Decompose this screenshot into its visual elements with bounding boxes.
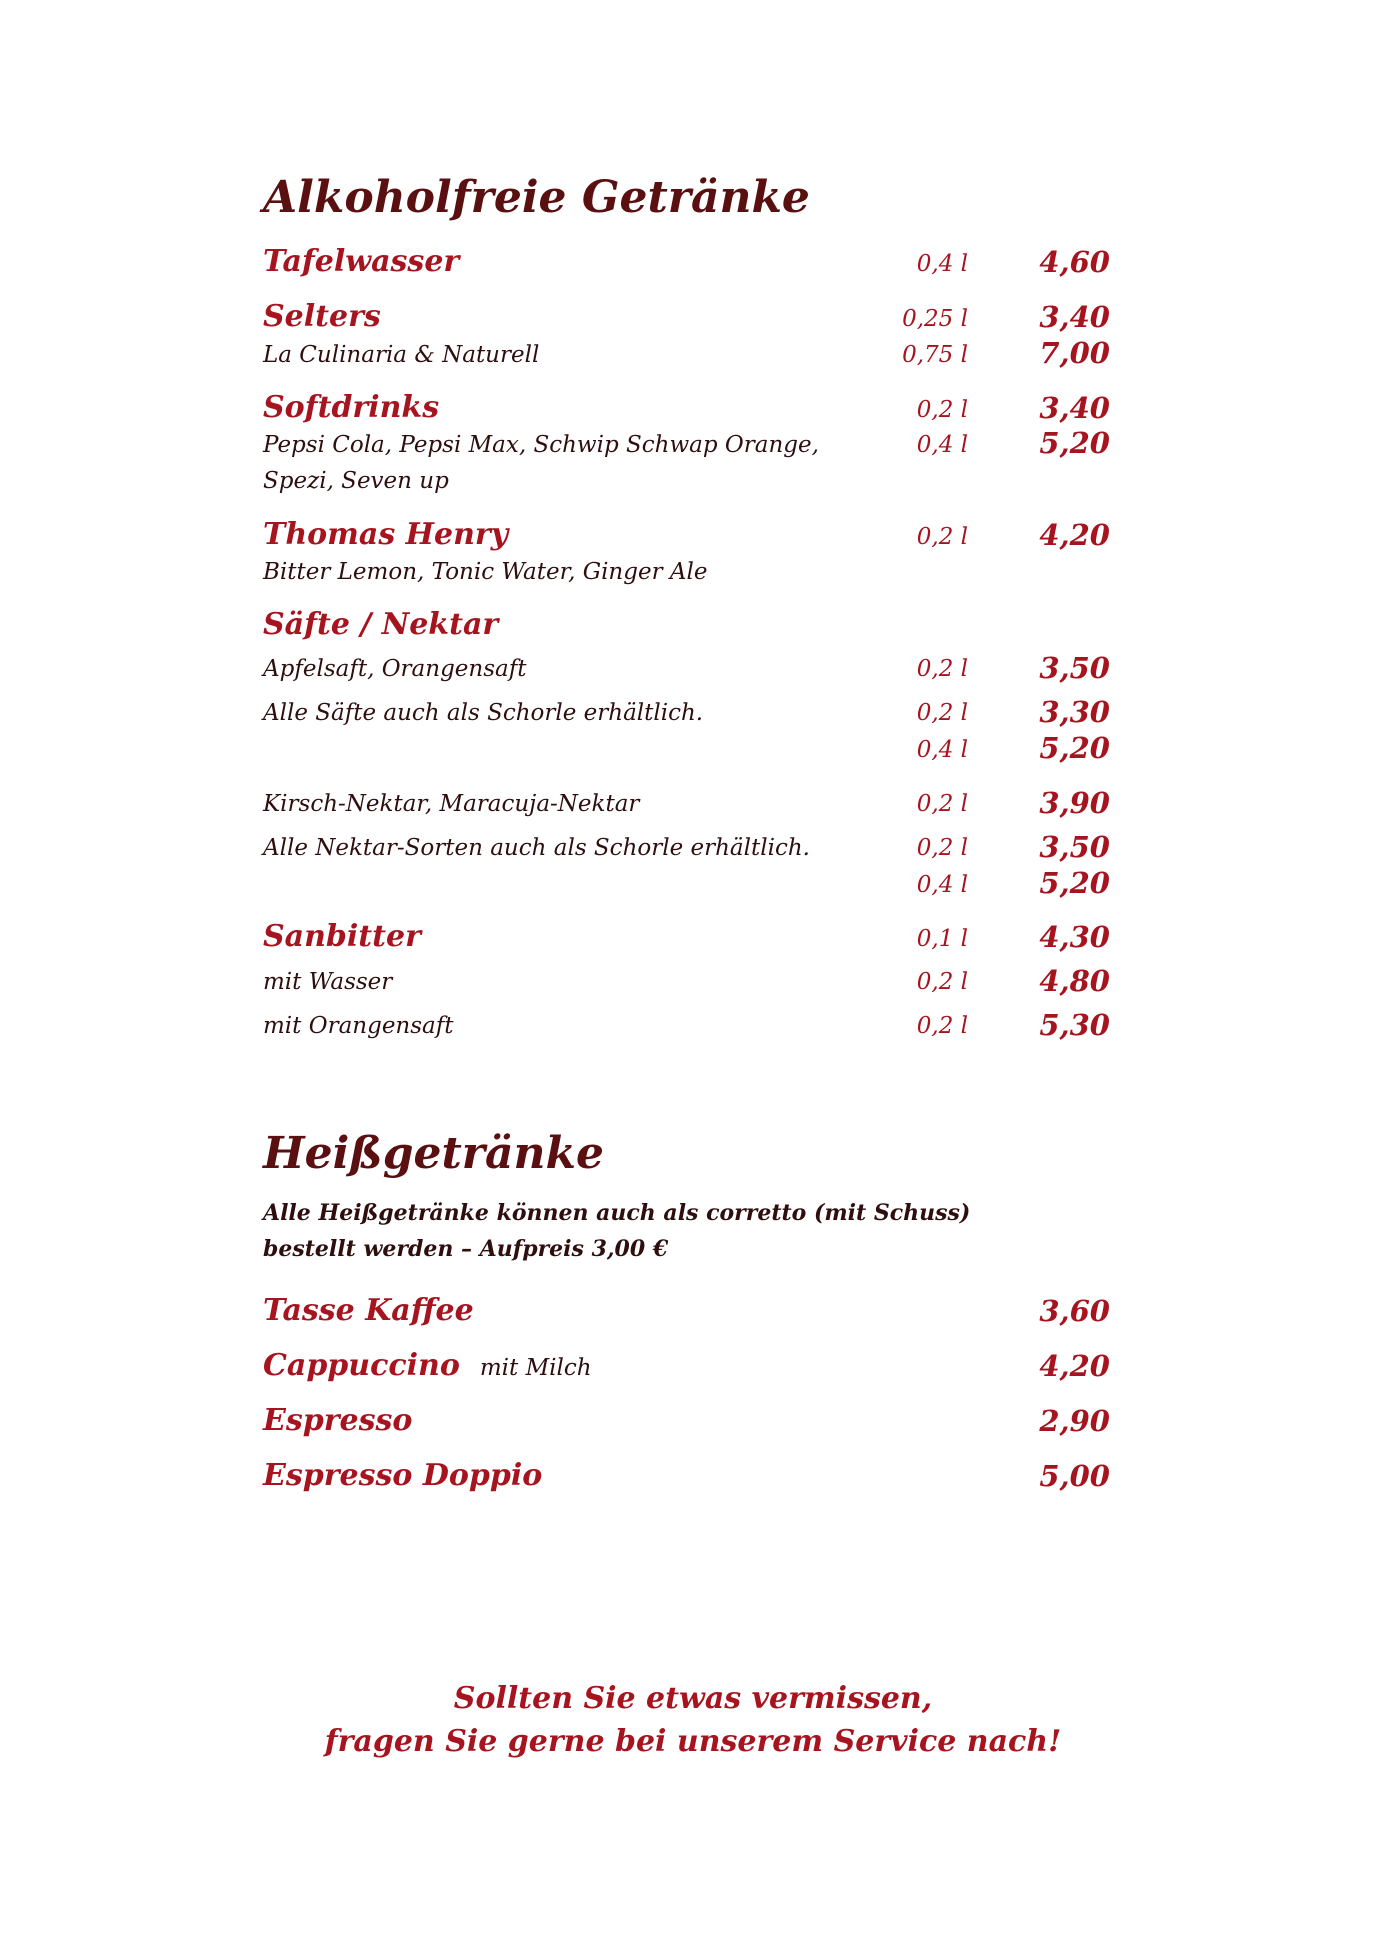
item-price: 5,20	[1039, 426, 1110, 460]
item-name-softdrinks: Softdrinks	[263, 390, 440, 425]
item-description: Alle Säfte auch als Schorle erhältlich.	[263, 700, 704, 726]
item-volume: 0,2 l	[916, 969, 968, 995]
item-description: Spezi, Seven up	[263, 468, 449, 494]
item-volume: 0,2 l	[916, 1013, 968, 1039]
item-description: Kirsch-Nektar, Maracuja-Nektar	[263, 791, 640, 817]
item-volume: 0,2 l	[916, 656, 968, 682]
item-price: 2,90	[1039, 1404, 1110, 1438]
footer-line2: fragen Sie gerne bei unserem Service nach!	[324, 1724, 1062, 1759]
item-price: 3,60	[1039, 1294, 1110, 1328]
item-volume: 0,1 l	[916, 926, 968, 952]
hot-drinks-note-line2: bestellt werden – Aufpreis 3,00 €	[263, 1236, 669, 1262]
item-name-selters: Selters	[263, 299, 381, 334]
item-name-tafelwasser: Tafelwasser	[263, 244, 460, 279]
item-price: 5,20	[1039, 866, 1110, 900]
item-price: 4,80	[1039, 964, 1110, 998]
item-price: 4,60	[1039, 245, 1110, 279]
section-heading-cold-drinks: Alkoholfreie Getränke	[263, 172, 810, 223]
item-price: 5,20	[1039, 731, 1110, 765]
item-name-saefte-nektar: Säfte / Nektar	[263, 607, 499, 642]
item-volume: 0,2 l	[916, 835, 968, 861]
item-price: 3,30	[1039, 695, 1110, 729]
item-description: Alle Nektar-Sorten auch als Schorle erhältlich.	[263, 835, 810, 861]
item-name-espresso-doppio: Espresso Doppio	[263, 1458, 543, 1493]
hot-drinks-note-line1: Alle Heißgetränke können auch als corretto (mit Schuss)	[263, 1200, 971, 1226]
item-name-espresso: Espresso	[263, 1403, 413, 1438]
item-description: La Culinaria & Naturell	[263, 342, 540, 368]
item-description: mit Milch	[479, 1355, 592, 1381]
item-description: Apfelsaft, Orangensaft	[263, 656, 527, 682]
item-price: 4,30	[1039, 920, 1110, 954]
item-name-tasse-kaffee: Tasse Kaffee	[263, 1293, 474, 1328]
item-price: 5,30	[1039, 1008, 1110, 1042]
item-price: 4,20	[1039, 518, 1110, 552]
item-price: 3,40	[1039, 300, 1110, 334]
item-name-thomas-henry: Thomas Henry	[263, 517, 509, 552]
item-volume: 0,4 l	[916, 872, 968, 898]
item-description: Bitter Lemon, Tonic Water, Ginger Ale	[263, 559, 708, 585]
item-volume: 0,4 l	[916, 432, 968, 458]
item-price: 3,90	[1039, 786, 1110, 820]
item-price: 5,00	[1039, 1459, 1110, 1493]
item-volume: 0,25 l	[902, 306, 968, 332]
item-volume: 0,2 l	[916, 397, 968, 423]
item-description: Pepsi Cola, Pepsi Max, Schwip Schwap Orange,	[263, 432, 819, 458]
item-volume: 0,4 l	[916, 251, 968, 277]
item-volume: 0,2 l	[916, 791, 968, 817]
footer-line1: Sollten Sie etwas vermissen,	[453, 1681, 933, 1716]
item-price: 4,20	[1039, 1349, 1110, 1383]
cappuccino-label: Cappuccino	[263, 1348, 460, 1383]
item-price: 7,00	[1039, 336, 1110, 370]
item-name-sanbitter: Sanbitter	[263, 919, 421, 954]
item-description: mit Orangensaft	[263, 1013, 454, 1039]
item-name-cappuccino	[263, 1348, 592, 1383]
item-description: mit Wasser	[263, 969, 393, 995]
item-volume: 0,2 l	[916, 700, 968, 726]
item-price: 3,40	[1039, 391, 1110, 425]
item-price: 3,50	[1039, 651, 1110, 685]
item-price: 3,50	[1039, 830, 1110, 864]
item-volume: 0,2 l	[916, 524, 968, 550]
item-volume: 0,75 l	[902, 342, 968, 368]
item-volume: 0,4 l	[916, 737, 968, 763]
section-heading-hot-drinks: Heißgetränke	[263, 1128, 604, 1179]
